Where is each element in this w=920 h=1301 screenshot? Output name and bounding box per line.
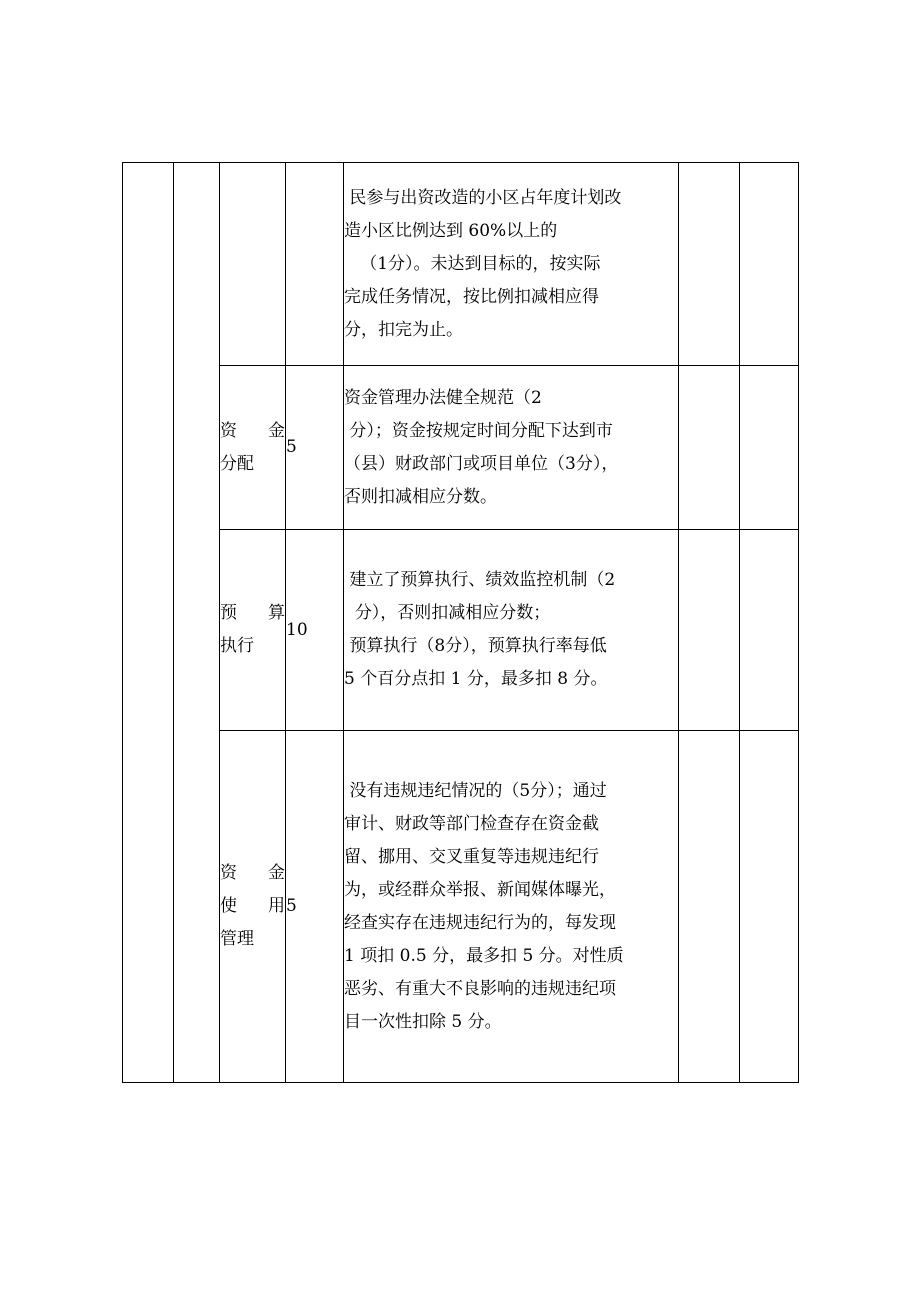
item-name-cell	[220, 530, 286, 731]
remarks-cell	[679, 163, 740, 366]
criteria-cell	[344, 530, 679, 731]
item-name-line: 资 金	[220, 420, 285, 441]
item-name-line: 使 用	[220, 896, 285, 916]
item-name-line: 分配	[220, 453, 254, 474]
item-name-cell	[220, 731, 286, 1083]
criteria-line: 恶劣、有重大不良影响的违规违纪项	[344, 978, 616, 999]
score-cell: 5	[286, 731, 344, 1083]
level3-indicator-cell	[220, 163, 286, 366]
level1-indicator-cell	[123, 163, 174, 1083]
remarks-cell	[679, 731, 740, 1083]
result-cell	[740, 163, 799, 366]
criteria-line: 1 项扣 0.5 分，最多扣 5 分。对性质	[344, 945, 624, 966]
criteria-line: 建立了预算执行、绩效监控机制（2	[344, 570, 616, 590]
criteria-line: 留、挪用、交叉重复等违规违纪行	[344, 846, 599, 867]
criteria-line: 为，或经群众举报、新闻媒体曝光，	[344, 879, 616, 900]
criteria-line: 分，扣完为止。	[344, 319, 463, 340]
item-name-line: 预 算	[220, 603, 285, 623]
criteria-line: 没有违规违纪情况的（5分）；通过	[344, 780, 607, 801]
remarks-cell	[679, 530, 740, 731]
table-row	[123, 530, 799, 731]
criteria-line: 民参与出资改造的小区占年度计划改	[344, 187, 622, 208]
criteria-line: 分），否则扣减相应分数；	[344, 603, 551, 623]
score-cell	[286, 163, 344, 366]
criteria-line: 经查实存在违规违纪行为的，每发现	[344, 912, 616, 933]
criteria-line: 资金管理办法健全规范（2	[344, 387, 542, 408]
remarks-cell	[679, 366, 740, 530]
table-row	[123, 163, 799, 366]
score-cell: 5	[286, 366, 344, 530]
criteria-cell	[344, 366, 679, 530]
scoring-table	[122, 162, 799, 1083]
criteria-line: （1分）。未达到目标的，按实际	[344, 253, 601, 274]
table-row	[123, 366, 799, 530]
criteria-line: （县）财政部门或项目单位（3分），	[344, 453, 619, 474]
criteria-line: 完成任务情况，按比例扣减相应得	[344, 286, 599, 307]
result-cell	[740, 530, 799, 731]
criteria-line: 目一次性扣除 5 分。	[344, 1011, 502, 1032]
criteria-cell	[344, 731, 679, 1083]
item-name-cell	[220, 366, 286, 530]
item-name-line: 管理	[220, 929, 254, 949]
item-name-line: 执行	[220, 636, 254, 656]
criteria-cell	[344, 163, 679, 366]
criteria-line: 审计、财政等部门检查存在资金截	[344, 813, 599, 834]
result-cell	[740, 366, 799, 530]
item-name-line: 资 金	[220, 863, 285, 883]
score-cell: 10	[286, 530, 344, 731]
criteria-line: 否则扣减相应分数。	[344, 486, 497, 507]
table-row	[123, 731, 799, 1083]
criteria-line: 造小区比例达到 60%以上的	[344, 220, 558, 241]
level2-indicator-cell	[174, 163, 220, 1083]
criteria-line: 预算执行（8分），预算执行率每低	[344, 636, 607, 656]
result-cell	[740, 731, 799, 1083]
criteria-line: 5 个百分点扣 1 分，最多扣 8 分。	[344, 669, 608, 689]
criteria-line: 分）；资金按规定时间分配下达到市	[344, 420, 613, 441]
